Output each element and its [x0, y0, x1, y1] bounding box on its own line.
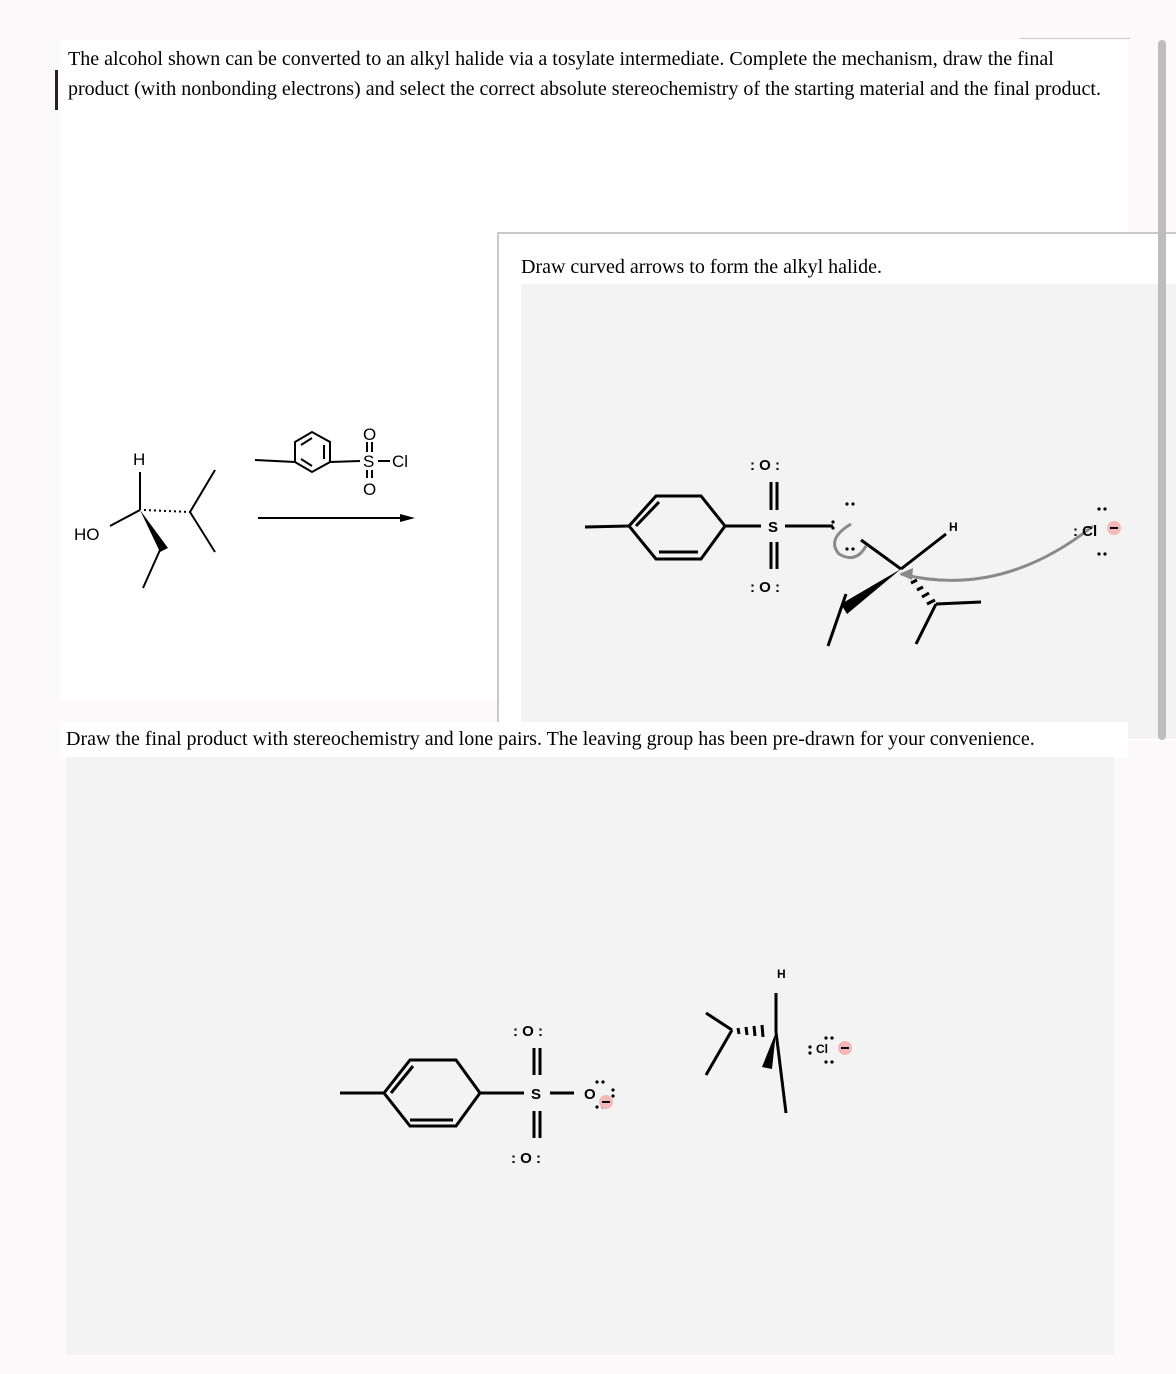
product-structure: [66, 757, 1114, 1355]
reaction-arrow-head: [400, 514, 415, 522]
curved-arrow-chloride[interactable]: [901, 526, 1093, 580]
product-oxygen-top: : O :: [513, 1023, 543, 1040]
product-chlorine: Cl: [816, 1042, 828, 1056]
product-hydrogen: H: [777, 967, 786, 981]
mech-chloride: : Cl: [1073, 523, 1098, 540]
reagent-oxygen-top: O: [363, 425, 377, 444]
question-card: [60, 40, 1128, 700]
curved-arrow-title: Draw curved arrows to form the alkyl halide.: [521, 256, 882, 278]
reagent-chlorine: Cl: [392, 452, 409, 471]
product-oxygen-bottom: : O :: [511, 1150, 541, 1167]
product-drawing-canvas[interactable]: [66, 757, 1114, 1355]
product-sulfur: S: [531, 1086, 542, 1103]
mech-oxygen-bottom: : O :: [750, 579, 780, 596]
top-divider: [1020, 38, 1130, 39]
product-panel-title: Draw the final product with stereochemistry and lone pairs. The leaving group has been pre-drawn for your convenience.: [66, 728, 1126, 751]
reagent-sulfur: S: [363, 452, 375, 471]
starting-alcohol: [110, 470, 215, 588]
question-text: The alcohol shown can be converted to an alkyl halide via a tosylate intermediate. Complete the mechanism, draw the final product (with nonbonding electrons) and select the correct absolute stereochemistry of the starting material and the final product.: [68, 48, 1101, 100]
mechanism-wedge-bond: [841, 569, 901, 614]
sm-hydroxyl: HO: [74, 525, 100, 544]
product-wedge-bond: [762, 1032, 776, 1069]
mech-sulfur: S: [768, 519, 779, 536]
product-oxygen-single: O: [584, 1086, 596, 1103]
sm-wedge-bond: [140, 510, 168, 552]
page-scrollbar[interactable]: [1158, 40, 1166, 740]
curved-arrow-head: [899, 568, 913, 580]
arrow-drawing-canvas[interactable]: [521, 284, 1176, 739]
tosylate-benzene-ring: [629, 496, 725, 559]
sm-hydrogen: H: [133, 450, 146, 469]
mech-hydrogen: H: [949, 520, 958, 534]
reaction-scheme: [60, 40, 440, 700]
left-marker: [55, 70, 58, 110]
reagent-oxygen-bottom: O: [363, 480, 377, 499]
mech-oxygen-top: : O :: [750, 457, 780, 474]
mechanism-structure: [521, 284, 1176, 739]
curved-arrow-panel: [497, 232, 1176, 740]
product-benzene-ring: [384, 1060, 480, 1126]
